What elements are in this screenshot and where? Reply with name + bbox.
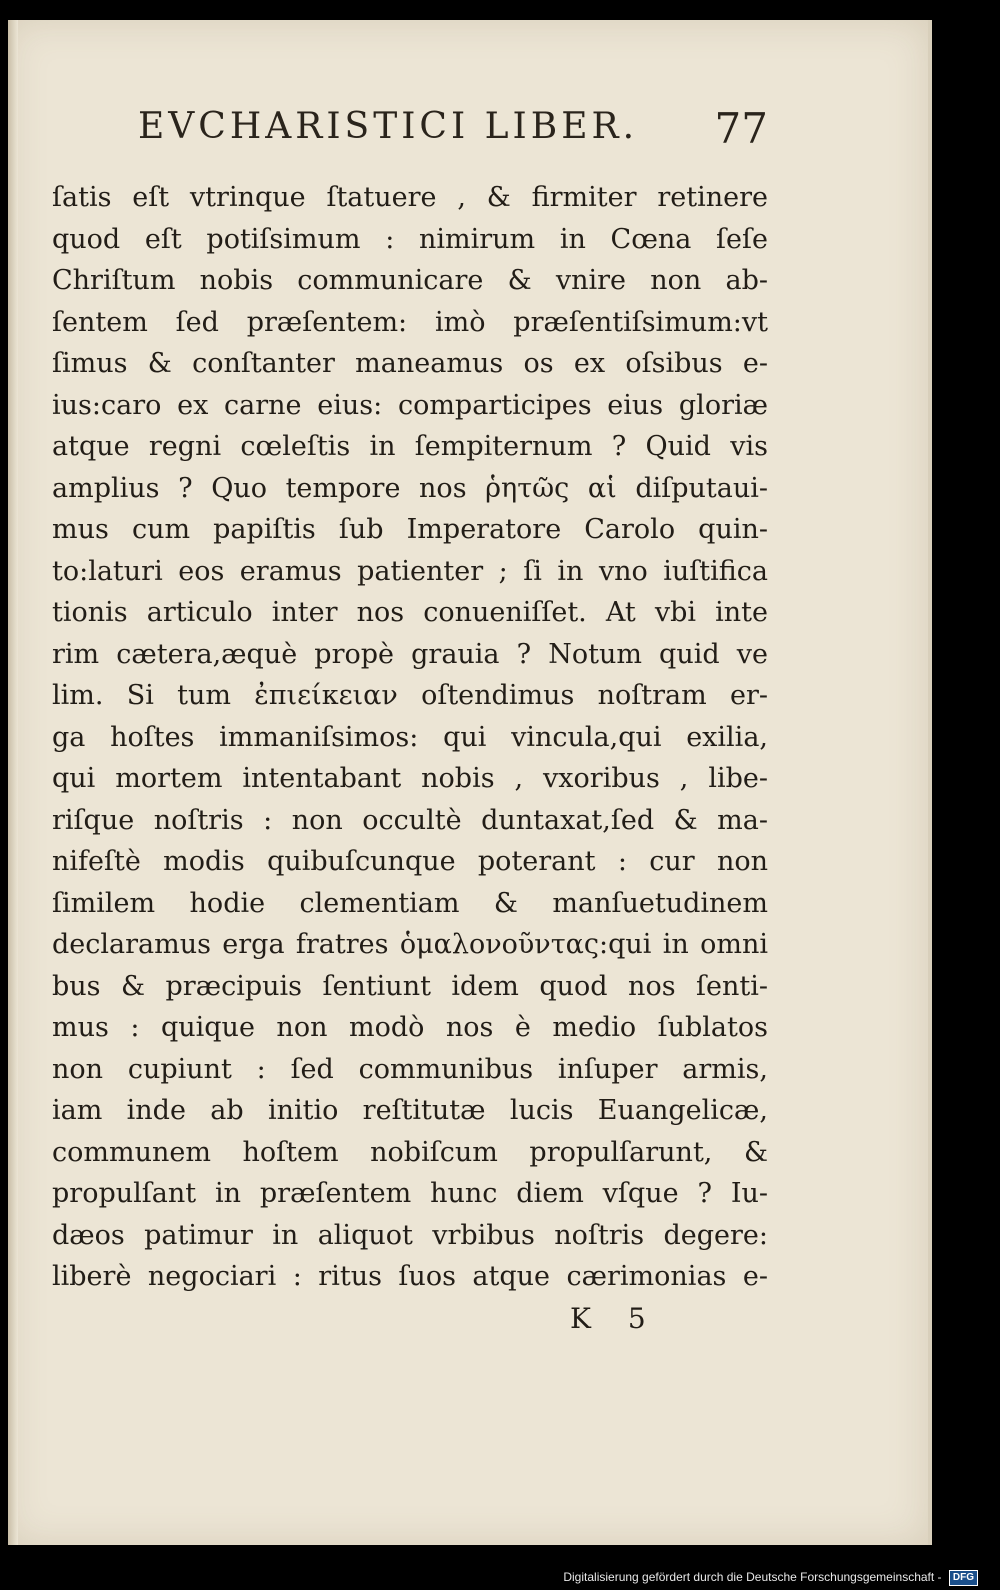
text-line: atque regni cœleſtis in ſempiternum ? Quid vis: [52, 431, 768, 462]
book-page: [8, 20, 932, 1545]
text-line: riſque noſtris : non occultè duntaxat,ſed & ma-: [52, 804, 768, 836]
text-line: ſatis eſt vtrinque ſtatuere , & firmiter retinere: [52, 182, 768, 213]
text-line: dæos patimur in aliquot vrbibus noſtris degere:: [52, 1219, 768, 1251]
text-line: qui mortem intentabant nobis , vxoribus , libe-: [52, 763, 768, 794]
text-line: ſimus & conſtanter maneamus os ex oſsibus e-: [52, 348, 768, 379]
text-line: quod eſt potiſsimum : nimirum in Cœna ſeſe: [52, 223, 768, 255]
digitization-credit: [563, 1566, 978, 1588]
text-line: non cupiunt : ſed communibus inſuper armis,: [52, 1053, 768, 1085]
body-text: [52, 177, 768, 1298]
page-number: 77: [714, 104, 768, 153]
text-line: nifeſtè modis quibuſcunque poterant : cur non: [52, 846, 768, 877]
credit-text: Digitalisierung gefördert durch die Deutsche Forschungsgemeinschaft -: [563, 1570, 942, 1584]
text-line: ſimilem hodie clementiam & manſuetudinem: [52, 887, 768, 919]
running-title: EVCHARISTICI LIBER.: [138, 106, 639, 147]
text-line: tionis articulo inter nos conueniſſet. At vbi inte: [52, 597, 768, 628]
signature-mark: K 5: [570, 1302, 660, 1335]
text-line: mus cum papiſtis ſub Imperatore Carolo quin-: [52, 514, 768, 545]
text-line: iam inde ab initio reſtitutæ lucis Euangelicæ,: [52, 1095, 768, 1126]
text-line: rim cætera,æquè propè grauia ? Notum quid ve: [52, 638, 768, 670]
text-line: ga hoſtes immaniſsimos: qui vincula,qui exilia,: [52, 721, 768, 753]
text-line: liberè negociari : ritus ſuos atque cærimonias e-: [52, 1261, 768, 1292]
running-head: [128, 104, 768, 154]
text-line: ius:caro ex carne eius: comparticipes eius gloriæ: [52, 389, 768, 421]
text-line: propulſant in præſentem hunc diem vſque ? Iu-: [52, 1178, 768, 1209]
text-line: to:laturi eos eramus patienter ; ſi in vno iuſtifica: [52, 555, 768, 587]
text-line: ſentem ſed præſentem: imò præſentiſsimum:vt: [52, 306, 768, 338]
text-line: declaramus erga fratres ὁμαλονοῦντας:qui in omni: [52, 929, 768, 960]
text-line: bus & præcipuis ſentiunt idem quod nos ſenti-: [52, 970, 768, 1002]
text-line: amplius ? Quo tempore nos ῥητῶς αἱ diſputaui-: [52, 472, 768, 504]
text-line: lim. Si tum ἐπιείκειαν oſtendimus noſtram er-: [52, 680, 768, 711]
text-line: mus : quique non modò nos è medio ſublatos: [52, 1012, 768, 1043]
text-line: communem hoſtem nobiſcum propulſarunt, &: [52, 1136, 768, 1168]
dfg-logo: DFG: [949, 1570, 978, 1586]
text-line: Chriſtum nobis communicare & vnire non ab-: [52, 265, 768, 296]
page-gutter-edge: [8, 20, 18, 1545]
